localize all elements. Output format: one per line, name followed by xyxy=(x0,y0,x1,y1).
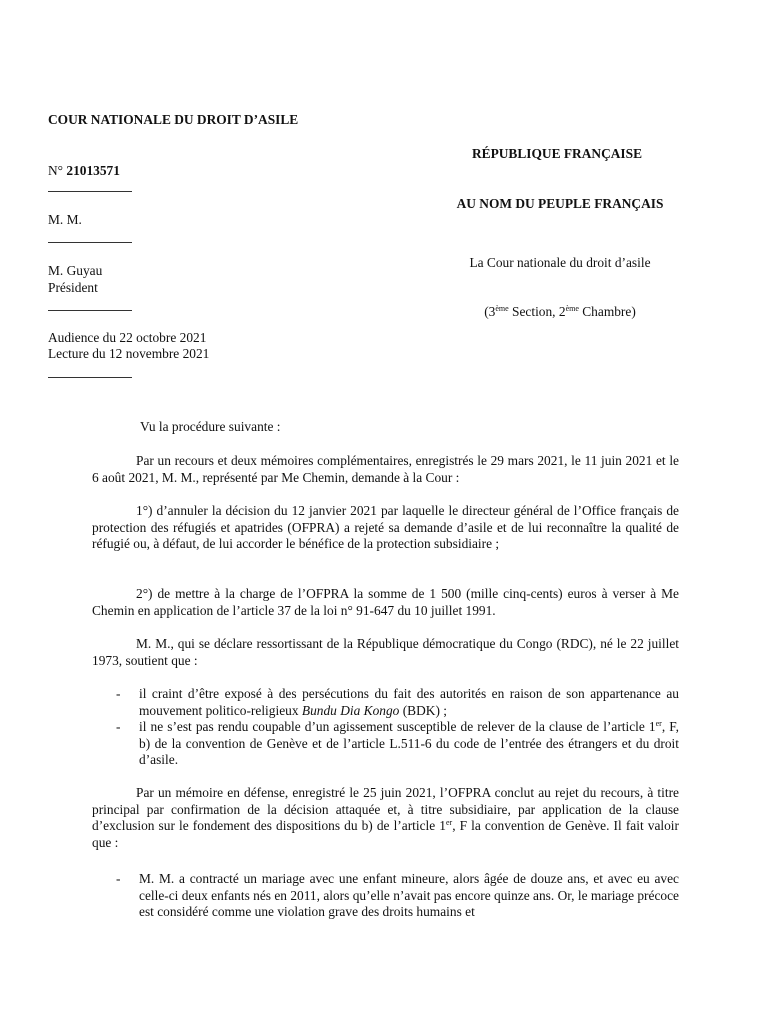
section-close: Chambre) xyxy=(578,304,636,319)
section-mid: Section, 2 xyxy=(508,304,566,319)
bullet-text: M. M. a contracté un mariage avec une enfant mineure, alors âgée de douze ans, et avec eu avec celle-ci deux enfants nés en 2011, alors qu’elle n’avait pas encore quinze ans. Or, le mariage précoce est considéré comme une violation grave des droits humains et xyxy=(139,871,679,919)
article-sup: er xyxy=(655,719,662,728)
procedure-intro: Vu la procédure suivante : xyxy=(140,419,281,434)
paragraph-claim-2: 2°) de mettre à la charge de l’OFPRA la somme de 1 500 (mille cinq-cents) euros à verser à Me Chemin en application de l’article 37 de la loi n° 91-647 du 10 juillet 1991. xyxy=(92,586,679,618)
court-phrase: La Cour nationale du droit d’asile xyxy=(469,255,651,270)
reading-date: Lecture du 12 novembre 2021 xyxy=(48,346,210,361)
republic-heading: RÉPUBLIQUE FRANÇAISE xyxy=(471,146,642,161)
bullet-text-part: il craint d’être exposé à des persécutions du fait des autorités en raison de son appartenance au mouvement politico-religieux xyxy=(139,686,679,718)
bullet-text-part: , F, b) de la convention de Genève et de l’article L.511-6 du code de l’entrée des étrangers et du droit d’asile. xyxy=(139,719,679,767)
president-name: M. Guyau xyxy=(48,263,103,278)
separator-rule xyxy=(48,310,132,311)
article-sup: er xyxy=(445,818,453,827)
bullet-text xyxy=(139,686,679,719)
hearing-date: Audience du 22 octobre 2021 xyxy=(48,330,207,345)
separator-rule xyxy=(48,191,132,192)
paragraph-claim-1: 1°) d’annuler la décision du 12 janvier 2021 par laquelle le directeur général de l’Office français de protection des réfugiés et apatrides (OFPRA) a rejeté sa demande d’asile et de lui reconnaître la qualité de réfugié ou, à défaut, de lui accorder le bénéfice de la protection subsidiaire ; xyxy=(92,503,679,551)
bullet-text-part: (BDK) ; xyxy=(399,702,447,718)
case-number-prefix: N° xyxy=(48,163,67,178)
paragraph-request: Par un recours et deux mémoires complémentaires, enregistrés le 29 mars 2021, le 11 juin 2021 et le 6 août 2021, M. M., représenté par Me Chemin, demande à la Cour : xyxy=(92,453,679,485)
bullet-dash: - xyxy=(116,686,121,701)
bullet-text-part: il ne s’est pas rendu coupable d’un agissement susceptible de relever de la clause de l’article 1 xyxy=(139,719,656,734)
party-name: M. M. xyxy=(48,212,82,227)
paragraph-defense xyxy=(92,785,679,851)
separator-rule xyxy=(48,377,132,378)
chamber-sup: ème xyxy=(565,304,579,313)
people-heading: AU NOM DU PEUPLE FRANÇAIS xyxy=(456,196,664,211)
separator-rule xyxy=(48,242,132,243)
case-number-value: 21013571 xyxy=(66,163,120,178)
case-number xyxy=(48,163,120,180)
bullet-dash: - xyxy=(116,719,121,734)
defense-text-part: Par un mémoire en défense, enregistré le 25 juin 2021, l’OFPRA conclut au rejet du recours, à titre principal par confirmation de la décision attaquée et, à titre subsidiaire, par application de la clause d’exclusion sur le fondement des dispositions du b) de l’article 1 xyxy=(92,785,679,833)
defense-text-part: , F la convention de Genève. Il fait valoir que : xyxy=(92,818,679,850)
bullet-dash: - xyxy=(116,871,121,886)
president-title: Président xyxy=(48,280,98,295)
section-chamber xyxy=(420,304,700,321)
section-sup: ème xyxy=(495,304,509,313)
list-item xyxy=(96,686,679,719)
list-item xyxy=(96,719,679,769)
paragraph-applicant: M. M., qui se déclare ressortissant de la République démocratique du Congo (RDC), né le 22 juillet 1973, soutient que : xyxy=(92,636,679,668)
bullet-text xyxy=(139,719,679,769)
list-item xyxy=(96,871,679,921)
movement-name: Bundu Dia Kongo xyxy=(301,702,400,718)
court-name: COUR NATIONALE DU DROIT D’ASILE xyxy=(48,112,299,127)
section-open: (3 xyxy=(484,304,496,319)
